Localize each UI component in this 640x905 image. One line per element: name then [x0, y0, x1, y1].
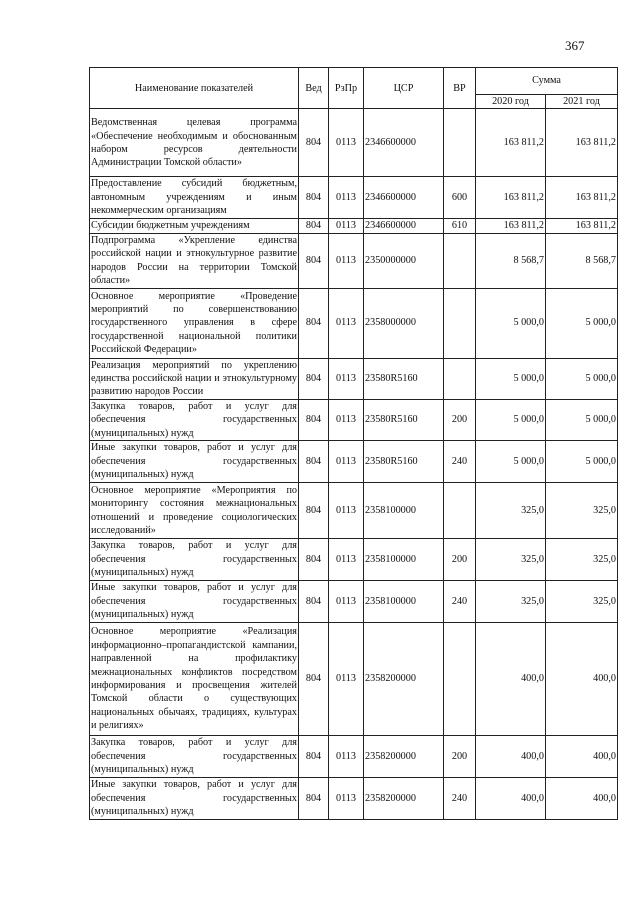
row-ved: 804: [299, 483, 329, 539]
row-amount-2020: 5 000,0: [476, 441, 546, 483]
table-row: [90, 109, 618, 177]
table-row: [90, 358, 618, 399]
table-row: [90, 441, 618, 483]
table-row: [90, 288, 618, 358]
row-vr: [444, 483, 476, 539]
row-amount-2021: 5 000,0: [546, 399, 618, 440]
row-rzpr: 0113: [329, 736, 364, 778]
row-rzpr: 0113: [329, 623, 364, 736]
row-rzpr: 0113: [329, 581, 364, 623]
table-row: [90, 399, 618, 440]
row-amount-2021: 5 000,0: [546, 441, 618, 483]
row-amount-2020: 400,0: [476, 623, 546, 736]
row-ved: 804: [299, 736, 329, 778]
row-amount-2021: 325,0: [546, 483, 618, 539]
header-2020: 2020 год: [476, 95, 546, 109]
row-ved: 804: [299, 581, 329, 623]
row-name: Субсидии бюджетным учреждениям: [90, 218, 299, 233]
row-vr: 200: [444, 736, 476, 778]
row-rzpr: 0113: [329, 399, 364, 440]
row-csr: 2346600000: [364, 218, 444, 233]
row-amount-2020: 8 568,7: [476, 233, 546, 288]
row-amount-2021: 400,0: [546, 778, 618, 820]
row-name: Реализация мероприятий по укреплению единства российской нации и этнокультурному развитию народов России: [91, 359, 297, 398]
row-csr: 2358100000: [364, 581, 444, 623]
row-vr: 240: [444, 581, 476, 623]
row-amount-2020: 163 811,2: [476, 177, 546, 218]
row-amount-2021: 5 000,0: [546, 358, 618, 399]
row-amount-2020: 325,0: [476, 483, 546, 539]
table-row: [90, 539, 618, 581]
row-rzpr: 0113: [329, 483, 364, 539]
page-number: 367: [565, 38, 585, 53]
header-name: Наименование показателей: [90, 68, 299, 109]
row-rzpr: 0113: [329, 778, 364, 820]
row-amount-2020: 325,0: [476, 581, 546, 623]
row-ved: 804: [299, 233, 329, 288]
row-vr: [444, 623, 476, 736]
row-name: Основное мероприятие «Мероприятия по мониторингу состояния межнациональных отношений и проведение социологических исследований»: [90, 483, 299, 539]
table-row: [90, 483, 618, 539]
header-vr: ВР: [444, 68, 476, 109]
row-csr: 2346600000: [364, 109, 444, 177]
table-row: [90, 623, 618, 736]
row-vr: [444, 233, 476, 288]
row-amount-2020: 325,0: [476, 539, 546, 581]
row-amount-2021: 163 811,2: [546, 218, 618, 233]
table-body: [90, 109, 618, 820]
row-amount-2020: 400,0: [476, 778, 546, 820]
row-csr: 2358000000: [364, 288, 444, 358]
row-csr: 2358200000: [364, 736, 444, 778]
row-vr: 240: [444, 441, 476, 483]
row-rzpr: 0113: [329, 109, 364, 177]
row-amount-2020: 5 000,0: [476, 288, 546, 358]
row-amount-2021: 163 811,2: [546, 177, 618, 218]
row-rzpr: 0113: [329, 233, 364, 288]
header-2021: 2021 год: [546, 95, 618, 109]
row-name: Предоставление субсидий бюджетным, автономным учреждениям и иным некоммерческим организациям: [91, 178, 297, 217]
row-rzpr: 0113: [329, 441, 364, 483]
row-vr: [444, 288, 476, 358]
row-vr: [444, 109, 476, 177]
row-amount-2021: 5 000,0: [546, 288, 618, 358]
row-csr: 2346600000: [364, 177, 444, 218]
row-csr: 2350000000: [364, 233, 444, 288]
row-ved: 804: [299, 441, 329, 483]
row-amount-2020: 163 811,2: [476, 218, 546, 233]
row-ved: 804: [299, 539, 329, 581]
header-sum: Сумма: [476, 68, 618, 95]
row-amount-2020: 5 000,0: [476, 399, 546, 440]
row-csr: 2358200000: [364, 623, 444, 736]
row-name: Подпрограмма «Укрепление единства российской нации и этнокультурное развитие народов России на территории Томской области»: [90, 233, 299, 288]
row-vr: 200: [444, 539, 476, 581]
row-amount-2021: 325,0: [546, 539, 618, 581]
row-rzpr: 0113: [329, 358, 364, 399]
row-vr: 240: [444, 778, 476, 820]
row-name: Закупка товаров, работ и услуг для обеспечения государственных (муниципальных) нужд: [90, 539, 299, 581]
row-rzpr: 0113: [329, 218, 364, 233]
row-csr: 23580R5160: [364, 399, 444, 440]
row-ved: 804: [299, 177, 329, 218]
row-name: Иные закупки товаров, работ и услуг для обеспечения государственных (муниципальных) нужд: [90, 581, 299, 623]
row-ved: 804: [299, 399, 329, 440]
table-row: [90, 778, 618, 820]
row-vr: 610: [444, 218, 476, 233]
row-name: Закупка товаров, работ и услуг для обеспечения государственных (муниципальных) нужд: [91, 400, 297, 439]
row-ved: 804: [299, 218, 329, 233]
header-ved: Вед: [299, 68, 329, 109]
row-amount-2020: 163 811,2: [476, 109, 546, 177]
row-ved: 804: [299, 109, 329, 177]
row-amount-2021: 8 568,7: [546, 233, 618, 288]
row-amount-2021: 400,0: [546, 623, 618, 736]
table-row: [90, 177, 618, 218]
row-name: Ведомственная целевая программа «Обеспечение необходимым и обоснованным набором ресурсов деятельности Администрации Томской области»: [90, 109, 299, 177]
table-header: [90, 68, 618, 109]
row-amount-2020: 5 000,0: [476, 358, 546, 399]
row-ved: 804: [299, 778, 329, 820]
row-vr: 600: [444, 177, 476, 218]
row-csr: 2358200000: [364, 778, 444, 820]
row-rzpr: 0113: [329, 288, 364, 358]
row-amount-2021: 400,0: [546, 736, 618, 778]
row-csr: 2358100000: [364, 539, 444, 581]
row-ved: 804: [299, 288, 329, 358]
row-amount-2021: 325,0: [546, 581, 618, 623]
row-name: Основное мероприятие «Реализация информационно–пропагандистской кампании, направленной на профилактику межнациональных конфликтов посредством информирования и просвещения жителей Томской области о существующих национальных обычаях, традициях, культурах и религиях»: [90, 623, 299, 736]
row-csr: 2358100000: [364, 483, 444, 539]
row-vr: 200: [444, 399, 476, 440]
table-row: [90, 581, 618, 623]
table-row: [90, 233, 618, 288]
row-rzpr: 0113: [329, 539, 364, 581]
row-name: Иные закупки товаров, работ и услуг для обеспечения государственных (муниципальных) нужд: [90, 441, 299, 483]
row-ved: 804: [299, 358, 329, 399]
row-ved: 804: [299, 623, 329, 736]
row-name: Иные закупки товаров, работ и услуг для обеспечения государственных (муниципальных) нужд: [90, 778, 299, 820]
row-name: Основное мероприятие «Проведение мероприятий по совершенствованию государственного управления в сфере государственной национальной политики Российской Федерации»: [90, 288, 299, 358]
row-amount-2021: 163 811,2: [546, 109, 618, 177]
header-rzpr: РзПр: [329, 68, 364, 109]
row-csr: 23580R5160: [364, 441, 444, 483]
table-row: [90, 218, 618, 233]
header-csr: ЦСР: [364, 68, 444, 109]
table-row: [90, 736, 618, 778]
row-csr: 23580R5160: [364, 358, 444, 399]
budget-table: [89, 67, 618, 820]
row-name: Закупка товаров, работ и услуг для обеспечения государственных (муниципальных) нужд: [90, 736, 299, 778]
row-amount-2020: 400,0: [476, 736, 546, 778]
row-rzpr: 0113: [329, 177, 364, 218]
row-vr: [444, 358, 476, 399]
